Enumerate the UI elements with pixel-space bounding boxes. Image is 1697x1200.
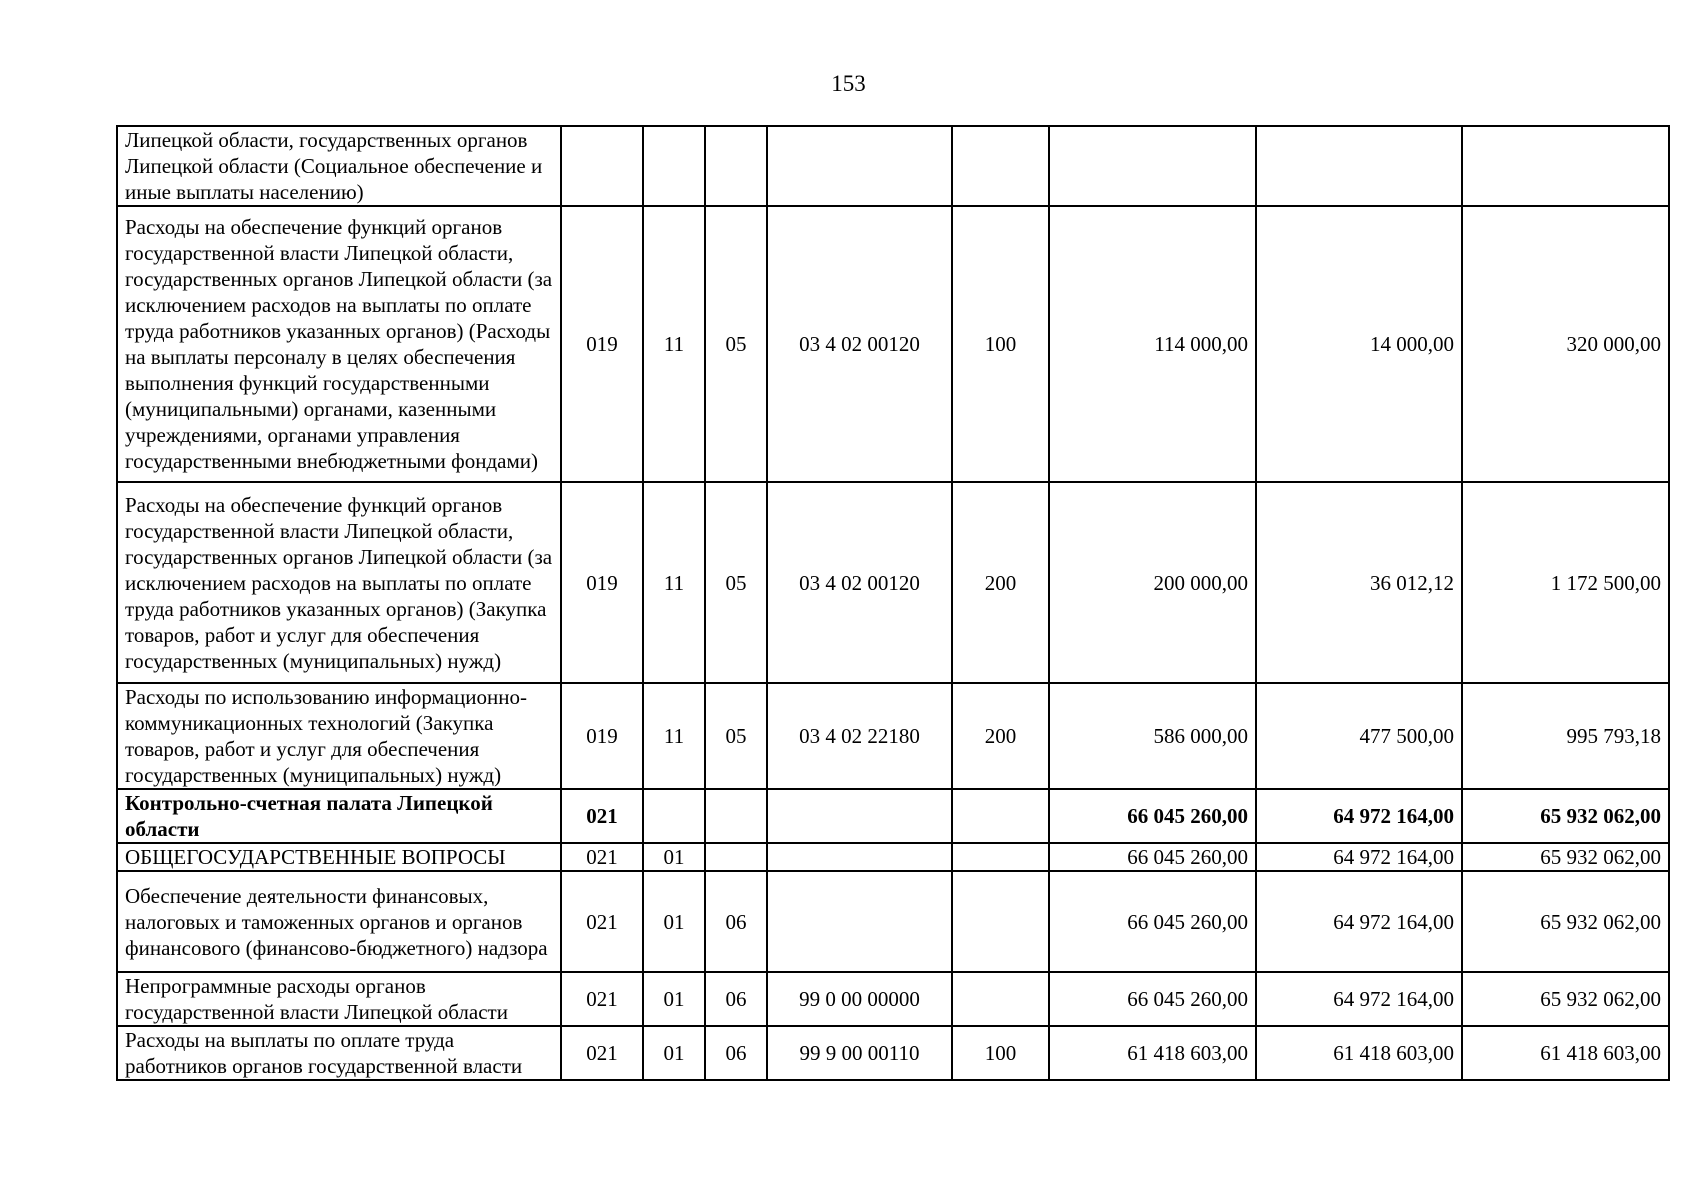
expense-type-cell: 200 xyxy=(952,482,1049,683)
amount-year3-cell xyxy=(1462,126,1669,206)
table-row xyxy=(117,789,1669,843)
expense-type-cell xyxy=(952,871,1049,972)
row-name-cell: Расходы по использованию информационно-коммуникационных технологий (Закупка товаров, работ и услуг для обеспечения государственных (муниципальных) нужд) xyxy=(117,683,561,789)
table-row xyxy=(117,843,1669,871)
table-row xyxy=(117,1026,1669,1080)
page-number: 153 xyxy=(831,71,866,96)
amount-year2-cell: 64 972 164,00 xyxy=(1256,789,1462,843)
subsection-code-cell: 06 xyxy=(705,972,767,1026)
row-name-cell: Контрольно-счетная палата Липецкой области xyxy=(117,789,561,843)
amount-year1-cell: 66 045 260,00 xyxy=(1049,843,1256,871)
amount-year1-cell: 61 418 603,00 xyxy=(1049,1026,1256,1080)
amount-year1-cell: 66 045 260,00 xyxy=(1049,789,1256,843)
subsection-code-cell: 05 xyxy=(705,482,767,683)
amount-year3-cell: 65 932 062,00 xyxy=(1462,972,1669,1026)
target-code-cell xyxy=(767,789,952,843)
table-row xyxy=(117,683,1669,789)
expense-type-cell xyxy=(952,843,1049,871)
amount-year1-cell: 200 000,00 xyxy=(1049,482,1256,683)
target-code-cell: 03 4 02 00120 xyxy=(767,206,952,482)
subsection-code-cell: 06 xyxy=(705,871,767,972)
subsection-code-cell: 06 xyxy=(705,1026,767,1080)
admin-code-cell: 021 xyxy=(561,843,643,871)
target-code-cell xyxy=(767,126,952,206)
expense-type-cell: 100 xyxy=(952,206,1049,482)
admin-code-cell: 021 xyxy=(561,871,643,972)
amount-year2-cell: 61 418 603,00 xyxy=(1256,1026,1462,1080)
subsection-code-cell: 05 xyxy=(705,683,767,789)
amount-year3-cell: 61 418 603,00 xyxy=(1462,1026,1669,1080)
admin-code-cell: 021 xyxy=(561,972,643,1026)
amount-year1-cell: 586 000,00 xyxy=(1049,683,1256,789)
table-row xyxy=(117,206,1669,482)
admin-code-cell: 019 xyxy=(561,206,643,482)
amount-year3-cell: 995 793,18 xyxy=(1462,683,1669,789)
amount-year2-cell: 477 500,00 xyxy=(1256,683,1462,789)
amount-year2-cell: 64 972 164,00 xyxy=(1256,972,1462,1026)
expense-type-cell xyxy=(952,789,1049,843)
expense-type-cell xyxy=(952,972,1049,1026)
row-name-cell: Расходы на обеспечение функций органов государственной власти Липецкой области, государственных органов Липецкой области (за исключением расходов на выплаты по оплате труда работников указанных органов) (Закупка товаров, работ и услуг для обеспечения государственных (муниципальных) нужд) xyxy=(117,482,561,683)
section-code-cell xyxy=(643,789,705,843)
row-name-cell: Обеспечение деятельности финансовых, налоговых и таможенных органов и органов финансового (финансово-бюджетного) надзора xyxy=(117,871,561,972)
amount-year1-cell: 66 045 260,00 xyxy=(1049,972,1256,1026)
row-name-cell: Расходы на обеспечение функций органов государственной власти Липецкой области, государственных органов Липецкой области (за исключением расходов на выплаты по оплате труда работников указанных органов) (Расходы на выплаты персоналу в целях обеспечения выполнения функций государственными (муниципальными) органами, казенными учреждениями, органами управления государственными внебюджетными фондами) xyxy=(117,206,561,482)
target-code-cell: 03 4 02 22180 xyxy=(767,683,952,789)
target-code-cell: 99 9 00 00110 xyxy=(767,1026,952,1080)
amount-year3-cell: 65 932 062,00 xyxy=(1462,871,1669,972)
subsection-code-cell xyxy=(705,789,767,843)
section-code-cell xyxy=(643,126,705,206)
table-row xyxy=(117,126,1669,206)
amount-year3-cell: 65 932 062,00 xyxy=(1462,789,1669,843)
amount-year3-cell: 320 000,00 xyxy=(1462,206,1669,482)
admin-code-cell xyxy=(561,126,643,206)
expense-type-cell xyxy=(952,126,1049,206)
target-code-cell xyxy=(767,843,952,871)
amount-year2-cell: 14 000,00 xyxy=(1256,206,1462,482)
amount-year2-cell: 36 012,12 xyxy=(1256,482,1462,683)
row-name-cell: Расходы на выплаты по оплате труда работников органов государственной власти xyxy=(117,1026,561,1080)
table-row xyxy=(117,482,1669,683)
budget-table xyxy=(116,125,1670,1081)
row-name-cell: Липецкой области, государственных органов Липецкой области (Социальное обеспечение и иные выплаты населению) xyxy=(117,126,561,206)
amount-year2-cell: 64 972 164,00 xyxy=(1256,843,1462,871)
amount-year1-cell: 114 000,00 xyxy=(1049,206,1256,482)
table-row xyxy=(117,972,1669,1026)
amount-year2-cell xyxy=(1256,126,1462,206)
amount-year1-cell: 66 045 260,00 xyxy=(1049,871,1256,972)
admin-code-cell: 021 xyxy=(561,1026,643,1080)
section-code-cell: 01 xyxy=(643,972,705,1026)
table-row xyxy=(117,871,1669,972)
target-code-cell: 03 4 02 00120 xyxy=(767,482,952,683)
section-code-cell: 01 xyxy=(643,843,705,871)
target-code-cell xyxy=(767,871,952,972)
amount-year1-cell xyxy=(1049,126,1256,206)
admin-code-cell: 019 xyxy=(561,482,643,683)
expense-type-cell: 200 xyxy=(952,683,1049,789)
subsection-code-cell xyxy=(705,843,767,871)
section-code-cell: 01 xyxy=(643,1026,705,1080)
subsection-code-cell: 05 xyxy=(705,206,767,482)
amount-year3-cell: 65 932 062,00 xyxy=(1462,843,1669,871)
admin-code-cell: 021 xyxy=(561,789,643,843)
row-name-cell: ОБЩЕГОСУДАРСТВЕННЫЕ ВОПРОСЫ xyxy=(117,843,561,871)
section-code-cell: 11 xyxy=(643,206,705,482)
expense-type-cell: 100 xyxy=(952,1026,1049,1080)
admin-code-cell: 019 xyxy=(561,683,643,789)
target-code-cell: 99 0 00 00000 xyxy=(767,972,952,1026)
row-name-cell: Непрограммные расходы органов государственной власти Липецкой области xyxy=(117,972,561,1026)
section-code-cell: 01 xyxy=(643,871,705,972)
subsection-code-cell xyxy=(705,126,767,206)
amount-year3-cell: 1 172 500,00 xyxy=(1462,482,1669,683)
section-code-cell: 11 xyxy=(643,482,705,683)
amount-year2-cell: 64 972 164,00 xyxy=(1256,871,1462,972)
section-code-cell: 11 xyxy=(643,683,705,789)
